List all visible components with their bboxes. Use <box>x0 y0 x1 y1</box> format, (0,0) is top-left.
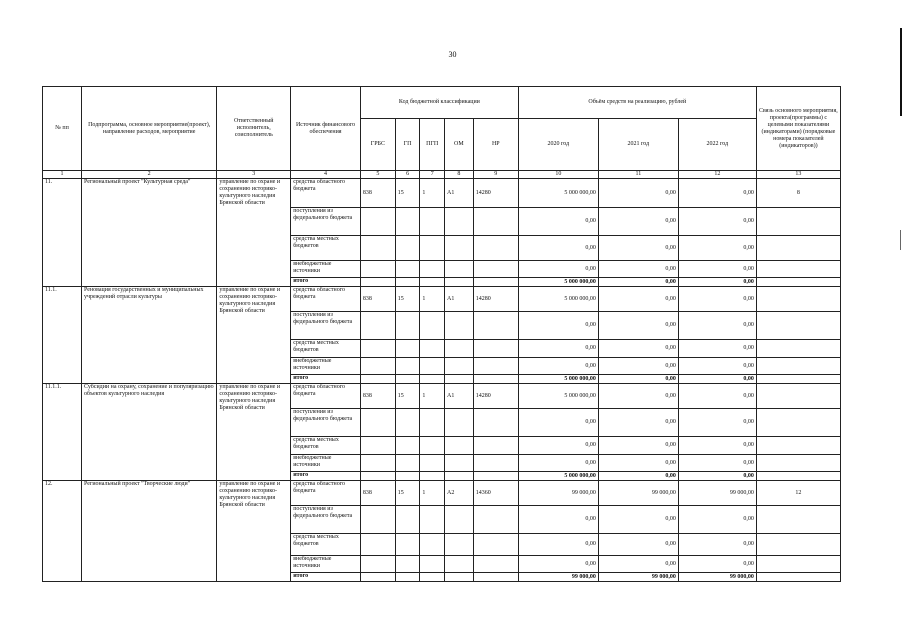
amount-2021: 0,00 <box>598 179 678 208</box>
col-number: 7 <box>420 171 445 179</box>
amount-2022: 0,00 <box>678 278 756 287</box>
code-empty <box>395 409 420 437</box>
code-empty <box>420 556 445 573</box>
code-empty <box>395 278 420 287</box>
responsible-executor: управление по охране и сохранению историко-культурного наследия Брянской области <box>217 481 291 582</box>
code-gp: 15 <box>395 179 420 208</box>
funding-source: средства местных бюджетов <box>291 534 361 556</box>
header-name: Подпрограмма, основное мероприятие(проект), направление расходов, мероприятие <box>81 87 216 171</box>
code-nr: 14280 <box>473 179 518 208</box>
code-empty <box>445 556 474 573</box>
code-om: А2 <box>445 481 474 506</box>
responsible-executor: управление по охране и сохранению историко-культурного наследия Брянской области <box>217 179 291 287</box>
col-number: 8 <box>445 171 474 179</box>
funding-source: средства областного бюджета <box>291 179 361 208</box>
code-empty <box>360 208 395 236</box>
amount-2021: 0,00 <box>598 409 678 437</box>
measure-name: Субсидии на охрану, сохранение и популяризацию объектов культурного наследия <box>81 384 216 481</box>
row-number: 11.1.1. <box>43 384 82 481</box>
code-empty <box>395 455 420 472</box>
amount-2022: 0,00 <box>678 358 756 375</box>
amount-2020: 0,00 <box>518 236 598 261</box>
code-empty <box>360 312 395 340</box>
indicator-number <box>756 278 840 287</box>
amount-2022: 0,00 <box>678 506 756 534</box>
code-gp: 15 <box>395 384 420 409</box>
amount-2020: 0,00 <box>518 437 598 455</box>
col-number: 5 <box>360 171 395 179</box>
funding-source: внебюджетные источники <box>291 556 361 573</box>
amount-2020: 5 000 000,00 <box>518 472 598 481</box>
code-om: А1 <box>445 179 474 208</box>
indicator-number <box>756 208 840 236</box>
funding-source: итого <box>291 573 361 582</box>
code-empty <box>360 375 395 384</box>
code-empty <box>420 506 445 534</box>
funding-source: итого <box>291 472 361 481</box>
amount-2020: 5 000 000,00 <box>518 375 598 384</box>
table-row <box>43 287 841 312</box>
code-grbs: 838 <box>360 287 395 312</box>
code-empty <box>473 573 518 582</box>
amount-2022: 0,00 <box>678 340 756 358</box>
col-number: 13 <box>756 171 840 179</box>
code-empty <box>360 437 395 455</box>
amount-2020: 0,00 <box>518 409 598 437</box>
code-empty <box>360 472 395 481</box>
code-empty <box>420 340 445 358</box>
table-row <box>43 384 841 409</box>
indicator-number <box>756 287 840 312</box>
code-empty <box>445 534 474 556</box>
code-empty <box>395 261 420 278</box>
code-nr: 14360 <box>473 481 518 506</box>
funding-source: итого <box>291 375 361 384</box>
amount-2021: 0,00 <box>598 506 678 534</box>
amount-2022: 0,00 <box>678 472 756 481</box>
code-empty <box>395 358 420 375</box>
header-year-2021: 2021 год <box>598 119 678 171</box>
amount-2022: 99 000,00 <box>678 481 756 506</box>
measure-name: Региональный проект "Творческие люди" <box>81 481 216 582</box>
amount-2021: 0,00 <box>598 556 678 573</box>
amount-2020: 5 000 000,00 <box>518 278 598 287</box>
code-empty <box>395 312 420 340</box>
amount-2020: 0,00 <box>518 556 598 573</box>
header-responsible: Ответственный исполнитель, соисполнитель <box>217 87 291 171</box>
code-empty <box>473 409 518 437</box>
amount-2022: 0,00 <box>678 312 756 340</box>
amount-2021: 0,00 <box>598 278 678 287</box>
code-empty <box>473 261 518 278</box>
code-empty <box>360 409 395 437</box>
code-empty <box>445 358 474 375</box>
code-empty <box>420 534 445 556</box>
code-empty <box>395 236 420 261</box>
header-indicator-link: Связь основного мероприятия, проекта(программы) с целевыми показателями (индикаторами) (порядковые номера показателей (индикаторов)) <box>756 87 840 171</box>
amount-2020: 99 000,00 <box>518 573 598 582</box>
amount-2022: 0,00 <box>678 208 756 236</box>
code-nr: 14280 <box>473 287 518 312</box>
code-empty <box>473 358 518 375</box>
indicator-number: 8 <box>756 179 840 208</box>
amount-2021: 0,00 <box>598 358 678 375</box>
code-empty <box>395 340 420 358</box>
code-empty <box>395 573 420 582</box>
header-pgp: ПГП <box>420 119 445 171</box>
code-empty <box>360 358 395 375</box>
code-empty <box>395 506 420 534</box>
code-om: А1 <box>445 287 474 312</box>
funding-source: средства местных бюджетов <box>291 236 361 261</box>
code-empty <box>473 472 518 481</box>
code-empty <box>445 573 474 582</box>
code-grbs: 838 <box>360 481 395 506</box>
funding-source: средства областного бюджета <box>291 481 361 506</box>
page-number: 30 <box>448 50 457 59</box>
amount-2022: 0,00 <box>678 534 756 556</box>
responsible-executor: управление по охране и сохранению историко-культурного наследия Брянской области <box>217 384 291 481</box>
indicator-number <box>756 556 840 573</box>
funding-source: поступления из федерального бюджета <box>291 506 361 534</box>
code-empty <box>445 278 474 287</box>
amount-2020: 0,00 <box>518 358 598 375</box>
col-number: 12 <box>678 171 756 179</box>
header-year-2020: 2020 год <box>518 119 598 171</box>
amount-2022: 0,00 <box>678 409 756 437</box>
funding-source: поступления из федерального бюджета <box>291 208 361 236</box>
header-grbs: ГРБС <box>360 119 395 171</box>
code-empty <box>360 340 395 358</box>
code-om: А1 <box>445 384 474 409</box>
header-year-2022: 2022 год <box>678 119 756 171</box>
header-gp: ГП <box>395 119 420 171</box>
code-pgp: 1 <box>420 384 445 409</box>
amount-2020: 0,00 <box>518 455 598 472</box>
code-empty <box>420 358 445 375</box>
col-number: 4 <box>291 171 361 179</box>
code-empty <box>395 472 420 481</box>
code-empty <box>473 278 518 287</box>
code-gp: 15 <box>395 287 420 312</box>
amount-2021: 99 000,00 <box>598 573 678 582</box>
code-empty <box>420 437 445 455</box>
amount-2020: 5 000 000,00 <box>518 287 598 312</box>
table-body <box>43 179 841 582</box>
code-empty <box>420 278 445 287</box>
amount-2020: 0,00 <box>518 340 598 358</box>
amount-2021: 0,00 <box>598 472 678 481</box>
amount-2022: 0,00 <box>678 384 756 409</box>
col-number: 6 <box>395 171 420 179</box>
funding-source: средства областного бюджета <box>291 287 361 312</box>
amount-2020: 0,00 <box>518 534 598 556</box>
code-empty <box>445 506 474 534</box>
amount-2021: 0,00 <box>598 384 678 409</box>
header-num: № пп <box>43 87 82 171</box>
code-gp: 15 <box>395 481 420 506</box>
code-empty <box>395 437 420 455</box>
funding-source: средства местных бюджетов <box>291 437 361 455</box>
code-empty <box>360 278 395 287</box>
code-empty <box>420 409 445 437</box>
code-empty <box>360 506 395 534</box>
amount-2022: 0,00 <box>678 287 756 312</box>
funding-source: средства местных бюджетов <box>291 340 361 358</box>
indicator-number <box>756 506 840 534</box>
code-empty <box>445 455 474 472</box>
code-empty <box>420 236 445 261</box>
code-empty <box>395 534 420 556</box>
code-empty <box>473 534 518 556</box>
indicator-number <box>756 340 840 358</box>
amount-2021: 0,00 <box>598 287 678 312</box>
funding-source: средства областного бюджета <box>291 384 361 409</box>
code-empty <box>360 261 395 278</box>
row-number: 11.1. <box>43 287 82 384</box>
amount-2021: 0,00 <box>598 375 678 384</box>
code-empty <box>445 236 474 261</box>
scan-edge-mark <box>900 230 901 250</box>
code-pgp: 1 <box>420 481 445 506</box>
code-pgp: 1 <box>420 179 445 208</box>
indicator-number <box>756 437 840 455</box>
amount-2022: 0,00 <box>678 261 756 278</box>
code-empty <box>420 455 445 472</box>
amount-2021: 0,00 <box>598 340 678 358</box>
amount-2021: 0,00 <box>598 236 678 261</box>
code-empty <box>473 236 518 261</box>
amount-2020: 5 000 000,00 <box>518 179 598 208</box>
funding-source: итого <box>291 278 361 287</box>
amount-2021: 0,00 <box>598 261 678 278</box>
amount-2022: 0,00 <box>678 179 756 208</box>
measure-name: Реновация государственных и муниципальных учреждений отрасли культуры <box>81 287 216 384</box>
header-source: Источник финансового обеспечения <box>291 87 361 171</box>
indicator-number <box>756 384 840 409</box>
code-empty <box>473 437 518 455</box>
amount-2020: 0,00 <box>518 261 598 278</box>
code-empty <box>360 556 395 573</box>
scan-edge-mark <box>900 28 902 116</box>
indicator-number <box>756 573 840 582</box>
row-number: 12. <box>43 481 82 582</box>
indicator-number <box>756 236 840 261</box>
funding-source: поступления из федерального бюджета <box>291 409 361 437</box>
code-empty <box>473 375 518 384</box>
col-number: 3 <box>217 171 291 179</box>
amount-2021: 0,00 <box>598 208 678 236</box>
code-empty <box>420 312 445 340</box>
code-empty <box>445 375 474 384</box>
col-number: 2 <box>81 171 216 179</box>
amount-2021: 0,00 <box>598 455 678 472</box>
code-grbs: 838 <box>360 179 395 208</box>
code-empty <box>360 573 395 582</box>
amount-2021: 0,00 <box>598 534 678 556</box>
code-empty <box>395 556 420 573</box>
col-number: 1 <box>43 171 82 179</box>
code-empty <box>445 437 474 455</box>
code-empty <box>473 455 518 472</box>
amount-2022: 0,00 <box>678 455 756 472</box>
amount-2021: 0,00 <box>598 312 678 340</box>
amount-2022: 0,00 <box>678 437 756 455</box>
code-empty <box>420 208 445 236</box>
code-empty <box>473 312 518 340</box>
responsible-executor: управление по охране и сохранению историко-культурного наследия Брянской области <box>217 287 291 384</box>
code-empty <box>473 340 518 358</box>
funding-source: поступления из федерального бюджета <box>291 312 361 340</box>
code-empty <box>395 208 420 236</box>
col-number: 9 <box>473 171 518 179</box>
col-number: 11 <box>598 171 678 179</box>
table-row <box>43 481 841 506</box>
code-empty <box>445 261 474 278</box>
code-empty <box>445 409 474 437</box>
code-empty <box>420 573 445 582</box>
indicator-number <box>756 375 840 384</box>
code-empty <box>445 472 474 481</box>
code-empty <box>395 375 420 384</box>
code-empty <box>360 534 395 556</box>
header-om: ОМ <box>445 119 474 171</box>
header-budget-code: Код бюджетной классификации <box>360 87 518 119</box>
measure-name: Региональный проект "Культурная среда" <box>81 179 216 287</box>
code-empty <box>360 455 395 472</box>
amount-2020: 5 000 000,00 <box>518 384 598 409</box>
indicator-number <box>756 409 840 437</box>
amount-2022: 0,00 <box>678 375 756 384</box>
code-empty <box>473 506 518 534</box>
code-pgp: 1 <box>420 287 445 312</box>
code-empty <box>360 236 395 261</box>
header-volume: Объём средств на реализацию, рублей <box>518 87 756 119</box>
amount-2022: 99 000,00 <box>678 573 756 582</box>
code-empty <box>473 556 518 573</box>
code-empty <box>420 472 445 481</box>
indicator-number <box>756 312 840 340</box>
indicator-number: 12 <box>756 481 840 506</box>
code-empty <box>420 261 445 278</box>
indicator-number <box>756 261 840 278</box>
code-empty <box>445 208 474 236</box>
code-empty <box>420 375 445 384</box>
indicator-number <box>756 455 840 472</box>
code-empty <box>473 208 518 236</box>
table-row <box>43 179 841 208</box>
amount-2022: 0,00 <box>678 236 756 261</box>
code-empty <box>445 340 474 358</box>
code-empty <box>445 312 474 340</box>
amount-2020: 0,00 <box>518 312 598 340</box>
indicator-number <box>756 472 840 481</box>
code-nr: 14280 <box>473 384 518 409</box>
funding-source: внебюджетные источники <box>291 261 361 278</box>
amount-2020: 0,00 <box>518 506 598 534</box>
header-nr: НР <box>473 119 518 171</box>
indicator-number <box>756 358 840 375</box>
funding-source: внебюджетные источники <box>291 358 361 375</box>
funding-source: внебюджетные источники <box>291 455 361 472</box>
amount-2020: 99 000,00 <box>518 481 598 506</box>
indicator-number <box>756 534 840 556</box>
amount-2020: 0,00 <box>518 208 598 236</box>
code-grbs: 838 <box>360 384 395 409</box>
row-number: 11. <box>43 179 82 287</box>
amount-2021: 99 000,00 <box>598 481 678 506</box>
col-number: 10 <box>518 171 598 179</box>
amount-2022: 0,00 <box>678 556 756 573</box>
amount-2021: 0,00 <box>598 437 678 455</box>
budget-table <box>42 86 841 582</box>
column-number-row <box>43 171 841 179</box>
